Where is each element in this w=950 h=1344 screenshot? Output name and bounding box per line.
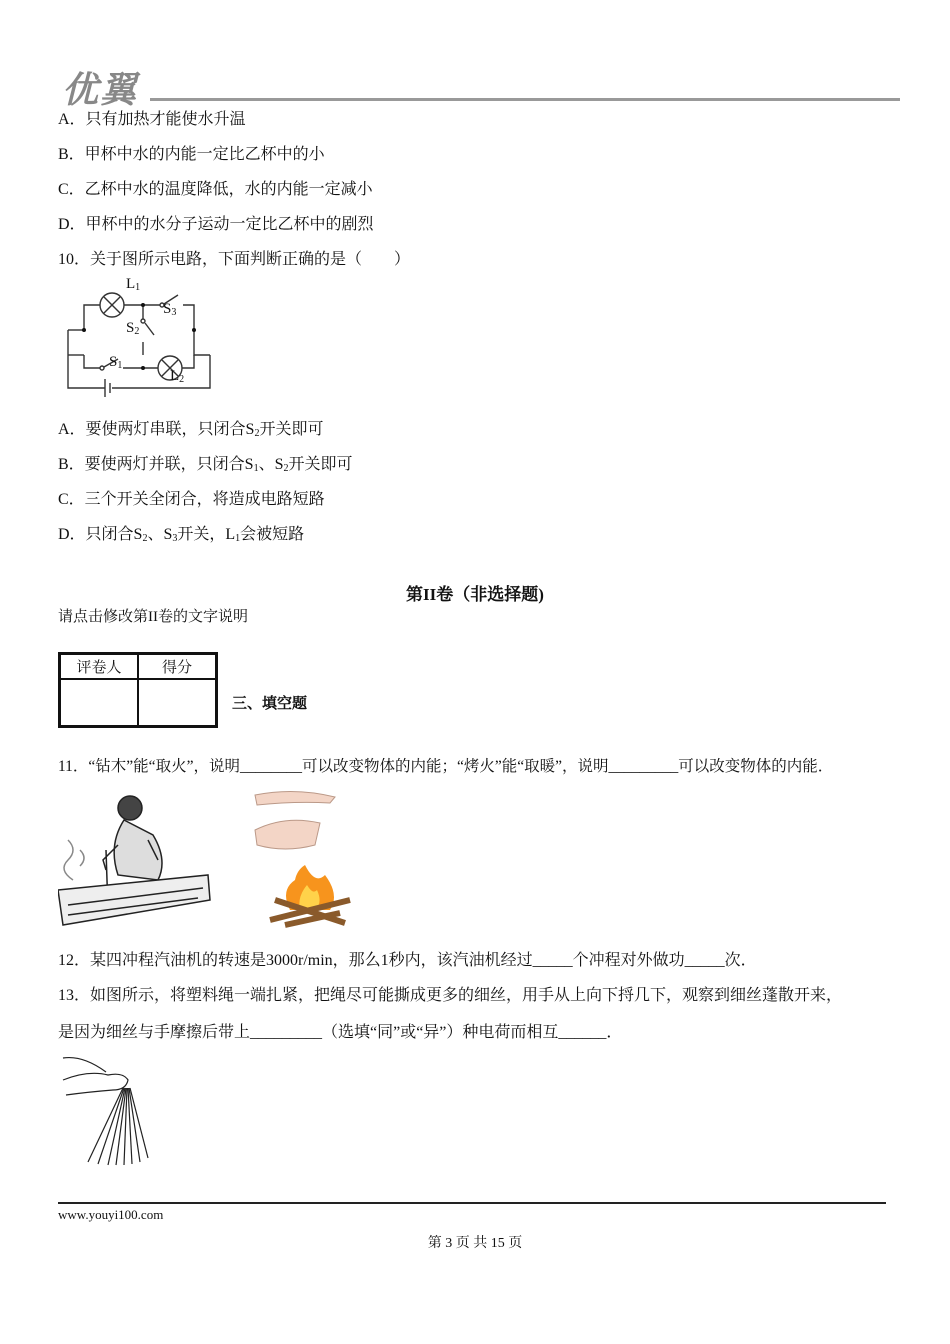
q10-option-b: B．要使两灯并联，只闭合$S_1$、$S_2$开关即可 [58, 456, 353, 474]
footer-rule [58, 1202, 886, 1204]
q9-option-b: B．甲杯中水的内能一定比乙杯中的小 [58, 146, 325, 163]
warming-hands-by-fire-image [245, 785, 365, 930]
hand-stroking-plastic-strands-image [58, 1050, 158, 1168]
score-header-score: 得分 [138, 654, 217, 680]
q9-option-d: D．甲杯中的水分子运动一定比乙杯中的剧烈 [58, 216, 374, 233]
logo: 优翼 [62, 70, 139, 111]
header-rule [150, 98, 900, 101]
q11-stem: 11．“钻木”能“取火”，说明________可以改变物体的内能；“烤火”能“取暖”，说明_________可以改变物体的内能． [58, 758, 834, 775]
q13-stem-line1: 13．如图所示，将塑料绳一端扎紧，把绳尽可能撕成更多的细丝，用手从上向下捋几下，观察到细丝蓬散开来， [58, 987, 843, 1004]
score-table [58, 652, 218, 728]
drilling-wood-fire-image [58, 790, 213, 930]
section-3-title: 三、填空题 [232, 694, 308, 712]
score-header-grader: 评卷人 [60, 654, 139, 680]
section-2-note[interactable]: 请点击修改第II卷的文字说明 [58, 609, 248, 625]
label-s2: $S_2$ [126, 320, 140, 337]
label-s3: $S_3$ [163, 301, 177, 318]
q10-option-a: A．要使两灯串联，只闭合$S_2$开关即可 [58, 421, 324, 439]
footer-url[interactable]: www.youyi100.com [58, 1207, 164, 1222]
circuit-diagram [60, 275, 220, 400]
q10-option-d: D．只闭合$S_2$、$S_3$开关，$L_1$会被短路 [58, 526, 305, 544]
label-l2: $L_2$ [170, 368, 185, 385]
q13-stem-line2: 是因为细丝与手摩擦后带上_________（选填“同”或“异”）种电荷而相互______． [58, 1024, 623, 1041]
label-l1: $L_1$ [126, 276, 141, 293]
section-2-title: 第II卷（非选择题) [406, 585, 544, 604]
label-s1: $S_1$ [109, 354, 123, 371]
grader-cell[interactable] [60, 679, 139, 727]
page-number: 第 3 页 共 15 页 [427, 1236, 523, 1251]
q9-option-a: A．只有加热才能使水升温 [58, 111, 246, 128]
score-cell[interactable] [138, 679, 217, 727]
q10-option-c: C．三个开关全闭合，将造成电路短路 [58, 491, 325, 508]
q10-stem: 10．关于图所示电路，下面判断正确的是（ ） [58, 251, 411, 268]
q9-option-c: C．乙杯中水的温度降低，水的内能一定减小 [58, 181, 373, 198]
q12-stem: 12．某四冲程汽油机的转速是3000r/min，那么1秒内，该汽油机经过_____个冲程对外做功_____次． [58, 952, 757, 969]
